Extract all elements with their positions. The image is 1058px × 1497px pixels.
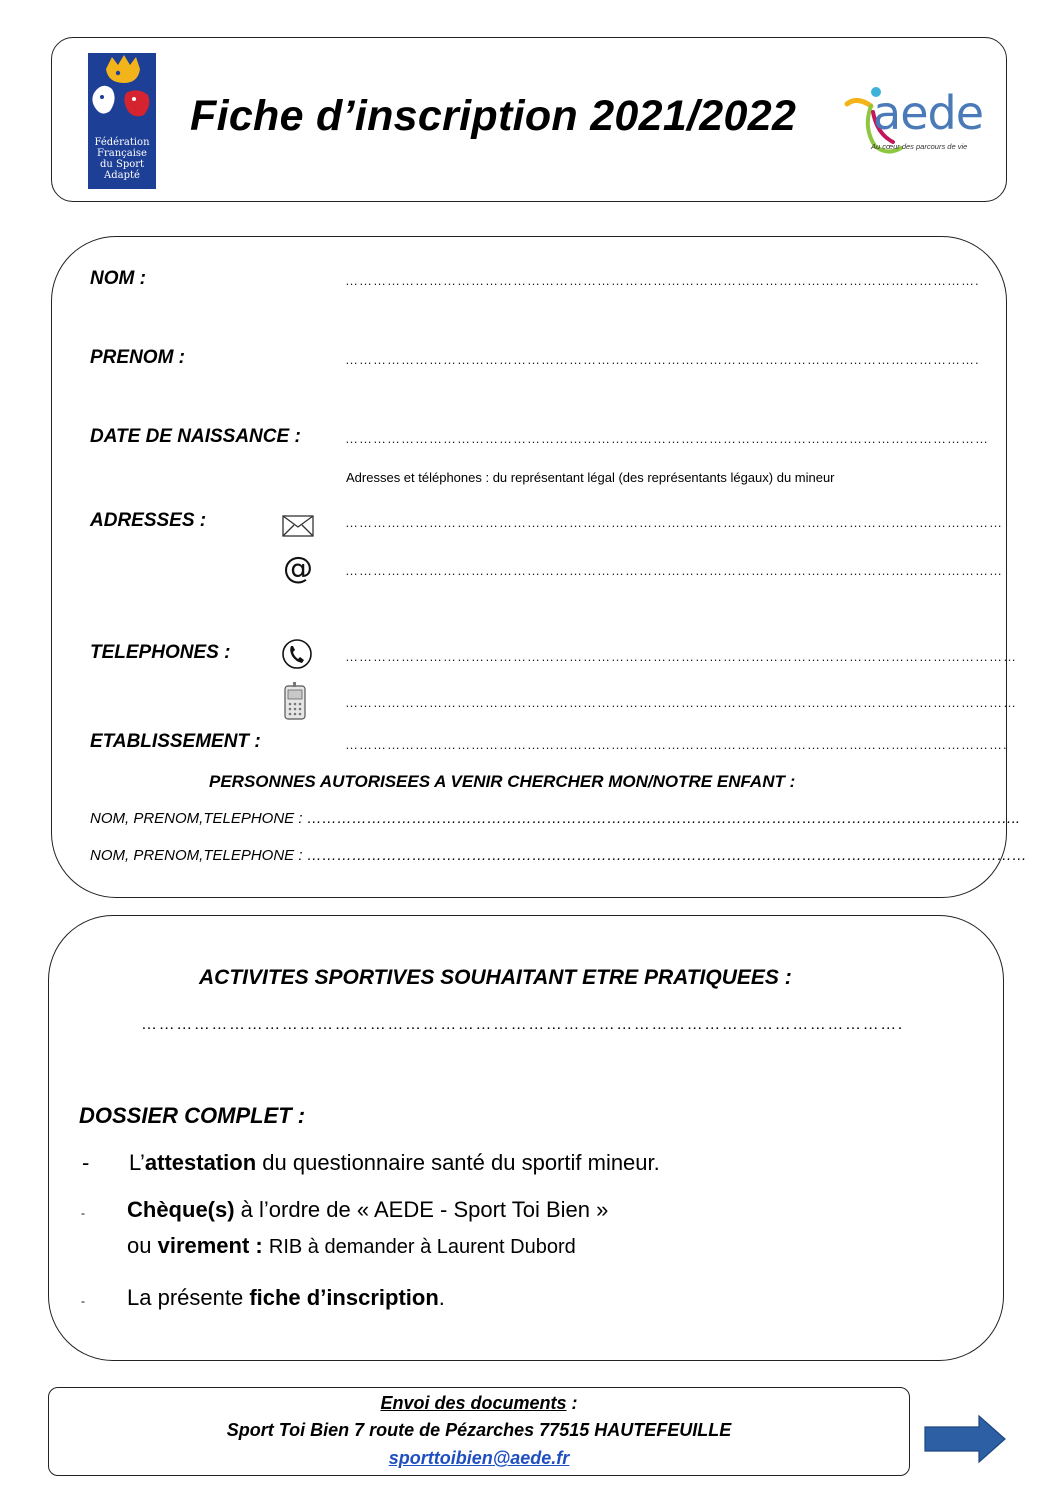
envoi-documents-heading xyxy=(48,1393,910,1414)
aede-logo-tagline: Au cœur des parcours de vie xyxy=(871,142,968,151)
dossier-item-2b-post: RIB à demander à Laurent Dubord xyxy=(268,1236,576,1258)
svg-text:@: @ xyxy=(283,551,313,586)
nom-label: NOM : xyxy=(90,268,146,289)
arrow-right-icon xyxy=(924,1415,1006,1463)
etablissement-field[interactable]: ……………………………………………………………………………………………………………………………. xyxy=(345,737,1008,752)
ffsa-logo-line-4: Adapté xyxy=(104,170,140,181)
dossier-item-3-bold: fiche d’inscription xyxy=(249,1285,439,1310)
dossier-item-2-bold: Chèque(s) xyxy=(127,1197,235,1222)
personne-autorisee-1-field[interactable]: NOM, PRENOM,TELEPHONE : …………………………………………………………………………………………………………………………….. xyxy=(90,810,1021,827)
dossier-item-1-post: du questionnaire santé du sportif mineur. xyxy=(256,1150,660,1175)
telephones-label: TELEPHONES : xyxy=(90,642,231,663)
dossier-item-1-pre: L’ xyxy=(129,1150,145,1175)
ffsa-logo xyxy=(88,53,156,189)
adresses-label: ADRESSES : xyxy=(90,510,207,531)
ffsa-logo-line-2: Française xyxy=(97,148,147,159)
dossier-item-2b-bold: virement xyxy=(157,1233,250,1258)
dossier-item-2-bullet: - xyxy=(81,1206,85,1220)
at-sign-icon xyxy=(282,552,314,584)
dossier-item-fiche xyxy=(127,1285,445,1311)
dossier-item-2-post: à l’ordre de « AEDE - Sport Toi Bien » xyxy=(234,1197,609,1222)
prenom-label: PRENOM : xyxy=(90,347,185,368)
ffsa-logo-line-1: Fédération xyxy=(94,137,150,148)
telephone-icon xyxy=(281,638,313,670)
dossier-item-attestation xyxy=(129,1150,660,1176)
activites-title: ACTIVITES SPORTIVES SOUHAITANT ETRE PRATIQUEES : xyxy=(199,966,792,989)
envoi-documents-colon: : xyxy=(566,1393,578,1413)
envoi-documents-address: Sport Toi Bien 7 route de Pézarches 77515 HAUTEFEUILLE xyxy=(226,1420,732,1440)
prenom-field[interactable]: ………………………………………………………………………………………………………………………. xyxy=(345,352,980,367)
dossier-item-2b-mid: : xyxy=(249,1233,269,1258)
envelope-icon xyxy=(282,515,314,537)
page-title: Fiche d’inscription 2021/2022 xyxy=(190,92,797,140)
mobile-phone-icon xyxy=(284,682,306,720)
dossier-item-virement xyxy=(127,1233,576,1259)
telephone-mobile-field[interactable]: ……………………………………………………………………………………………………………………………… xyxy=(345,695,1017,710)
dossier-complet-title: DOSSIER COMPLET : xyxy=(79,1103,306,1128)
date-naissance-field[interactable]: ………………………………………………………………………………………………………………………… xyxy=(345,431,989,446)
dossier-item-1-bold: attestation xyxy=(144,1150,257,1175)
etablissement-label: ETABLISSEMENT : xyxy=(90,731,261,752)
dossier-item-3-bullet: - xyxy=(81,1294,85,1308)
envoi-documents-title: Envoi des documents xyxy=(380,1393,567,1413)
envoi-documents-email-line xyxy=(48,1448,910,1469)
ffsa-logo-line-3: du Sport xyxy=(99,159,145,170)
adresse-email-field[interactable]: …………………………………………………………………………………………………………………………… xyxy=(345,563,1003,578)
dossier-item-2b-pre: ou xyxy=(127,1233,158,1258)
dossier-item-3-post: . xyxy=(438,1285,445,1310)
adresse-postale-field[interactable]: …………………………………………………………………………………………………………………………… xyxy=(345,515,1003,530)
dossier-item-3-pre: La présente xyxy=(127,1285,250,1310)
telephone-fixe-field[interactable]: ……………………………………………………………………………………………………………………………… xyxy=(345,649,1017,664)
contact-email-link[interactable]: sporttoibien@aede.fr xyxy=(388,1448,570,1468)
date-naissance-label: DATE DE NAISSANCE : xyxy=(90,426,301,447)
representant-legal-note: Adresses et téléphones : du représentant légal (des représentants légaux) du mineur xyxy=(346,470,835,485)
aede-logo-word: aede xyxy=(873,86,983,140)
dossier-item-1-bullet: - xyxy=(82,1150,90,1175)
dossier-item-cheque xyxy=(127,1197,608,1223)
personne-autorisee-2-field[interactable]: NOM, PRENOM,TELEPHONE : ……………………………………………………………………………………………………………………………… xyxy=(90,847,1027,864)
personnes-autorisees-title: PERSONNES AUTORISEES A VENIR CHERCHER MON/NOTRE ENFANT : xyxy=(209,772,796,791)
aede-logo xyxy=(843,82,993,162)
activites-field[interactable]: …………………………………………………………………………………………………………………. xyxy=(141,1016,904,1033)
nom-field[interactable]: ………………………………………………………………………………………………………………………. xyxy=(345,273,980,288)
